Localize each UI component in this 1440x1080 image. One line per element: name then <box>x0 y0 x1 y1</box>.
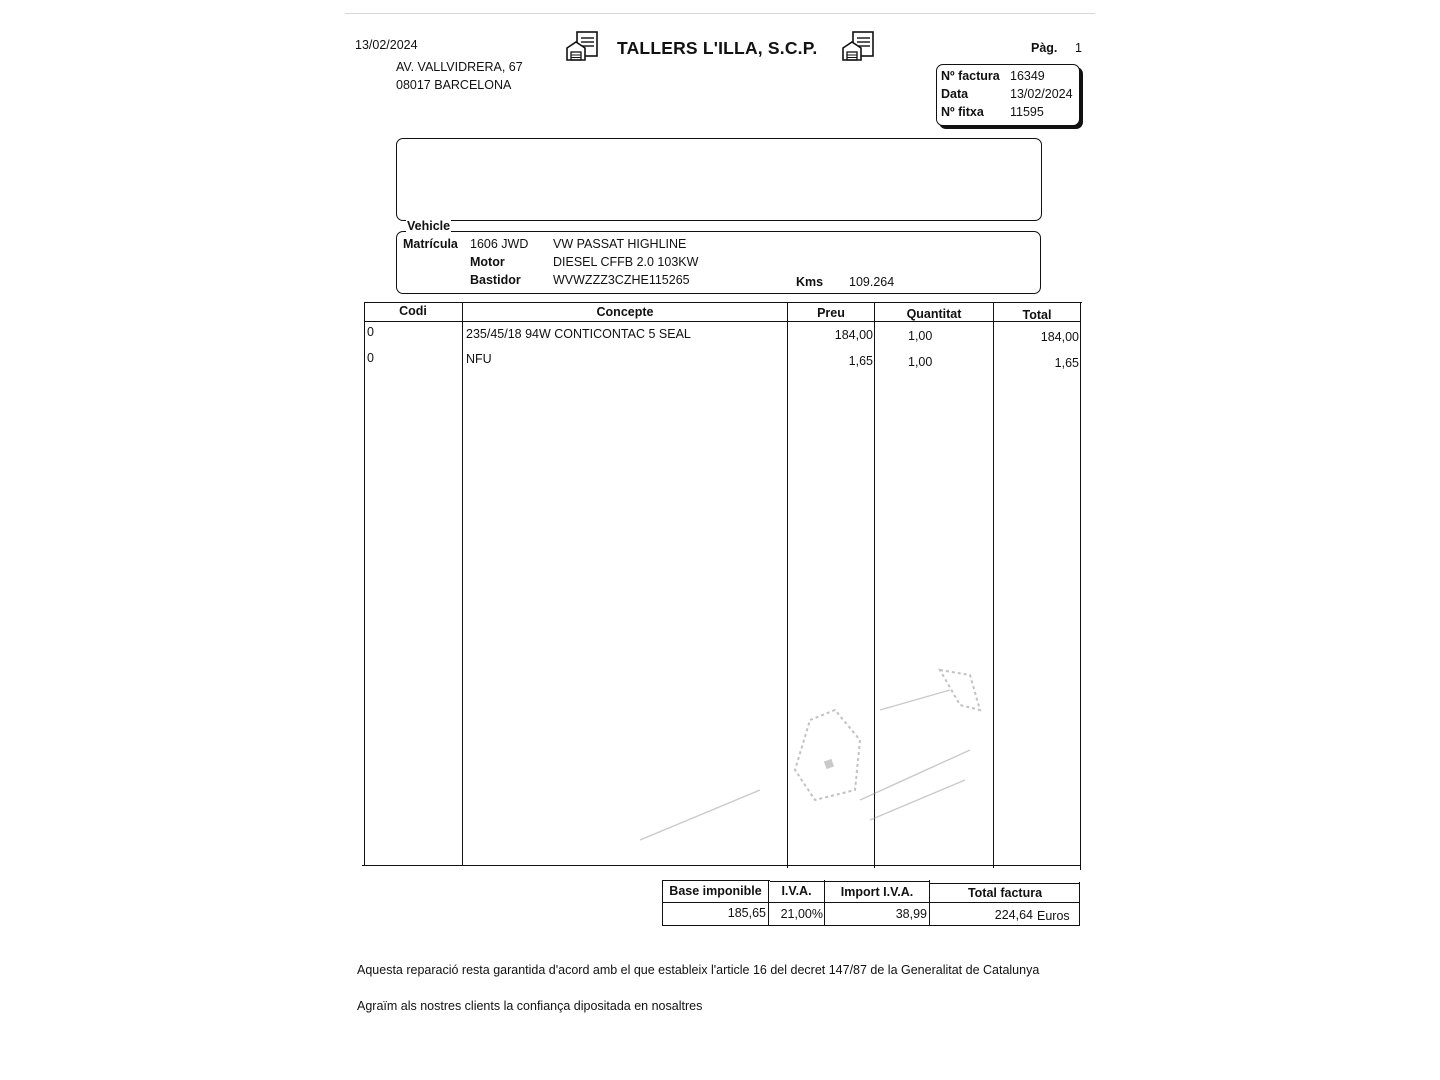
page-top-edge <box>345 13 1095 14</box>
table-row-1-quantitat: 1,00 <box>908 329 933 343</box>
invoice-total-label: Total factura <box>967 886 1043 900</box>
col-header-total: Total <box>1022 308 1052 322</box>
kms-value: 109.264 <box>849 275 895 289</box>
table-row-2-concepte: NFU <box>466 352 492 366</box>
plate-number: 1606 JWD <box>470 237 529 251</box>
company-stamp <box>620 650 1000 860</box>
table-right-border <box>1080 302 1081 870</box>
invoice-number: 16349 <box>1010 69 1045 83</box>
job-card-number: 11595 <box>1010 105 1044 119</box>
table-left-border <box>364 302 365 866</box>
vehicle-model: VW PASSAT HIGHLINE <box>553 237 687 251</box>
kms-label: Kms <box>796 275 824 289</box>
vat-amount-value: 38,99 <box>895 907 927 921</box>
col-header-quantitat: Quantitat <box>906 307 962 321</box>
table-row-2-total: 1,65 <box>1054 356 1079 370</box>
totals-top-border-a <box>662 880 770 881</box>
invoice-number-label: Nº factura <box>941 69 1000 83</box>
invoice-date-label: Data <box>941 87 969 101</box>
garage-logo-icon <box>565 30 599 62</box>
address-line2: 08017 BARCELONA <box>396 78 512 92</box>
table-row-2-quantitat: 1,00 <box>908 355 933 369</box>
vat-rate-label: I.V.A. <box>781 884 812 898</box>
chassis-number: WVWZZZ3CZHE115265 <box>553 273 690 287</box>
vat-amount-label: Import I.V.A. <box>840 885 914 899</box>
invoice-info-box <box>936 64 1080 126</box>
totals-top-border-c <box>930 883 1080 884</box>
table-row-2-codi: 0 <box>367 351 374 365</box>
page-label: Pàg. <box>1031 41 1058 55</box>
totals-mid-border <box>662 902 1080 903</box>
page-number: 1 <box>1075 41 1082 55</box>
chassis-label: Bastidor <box>470 273 521 287</box>
vat-rate-value: 21,00% <box>780 907 823 921</box>
totals-bottom-border <box>662 925 1080 926</box>
print-date: 13/02/2024 <box>355 38 418 52</box>
address-line1: AV. VALLVIDRERA, 67 <box>396 60 523 74</box>
job-card-label: Nº fitxa <box>941 105 984 119</box>
base-value: 185,65 <box>727 906 766 920</box>
invoice-date: 13/02/2024 <box>1010 87 1073 101</box>
guarantee-notice: Aquesta reparació resta garantida d'acord amb el que estableix l'article 16 del decret 147/87 de la Generalitat de Catalunya <box>357 963 1040 977</box>
table-header-divider <box>364 321 1080 322</box>
table-row-2-preu: 1,65 <box>848 354 873 368</box>
vehicle-section-label: Vehicle <box>407 219 451 233</box>
motor-label: Motor <box>470 255 505 269</box>
invoice-total-value: 224,64 <box>994 908 1033 922</box>
plate-label: Matrícula <box>403 237 458 251</box>
customer-box <box>396 138 1042 221</box>
table-bottom-border <box>362 865 1080 866</box>
table-row-1-preu: 184,00 <box>834 328 873 342</box>
col-header-concepte: Concepte <box>596 305 654 319</box>
col-sep-codi <box>462 302 463 866</box>
totals-top-border-b <box>770 881 930 882</box>
col-header-preu: Preu <box>817 306 845 320</box>
motor-value: DIESEL CFFB 2.0 103KW <box>553 255 699 269</box>
table-row-1-codi: 0 <box>367 325 374 339</box>
table-row-1-concepte: 235/45/18 94W CONTICONTAC 5 SEAL <box>466 327 691 341</box>
totals-table <box>662 880 1080 927</box>
currency-label: Euros <box>1037 909 1070 923</box>
company-name: TALLERS L'ILLA, S.C.P. <box>617 38 818 58</box>
garage-logo-icon <box>841 30 875 62</box>
thanks-notice: Agraïm als nostres clients la confiança dipositada en nosaltres <box>357 999 703 1013</box>
col-header-codi: Codi <box>399 304 427 318</box>
table-row-1-total: 184,00 <box>1040 330 1079 344</box>
table-top-border <box>364 302 1082 303</box>
base-label: Base imponible <box>669 884 762 898</box>
